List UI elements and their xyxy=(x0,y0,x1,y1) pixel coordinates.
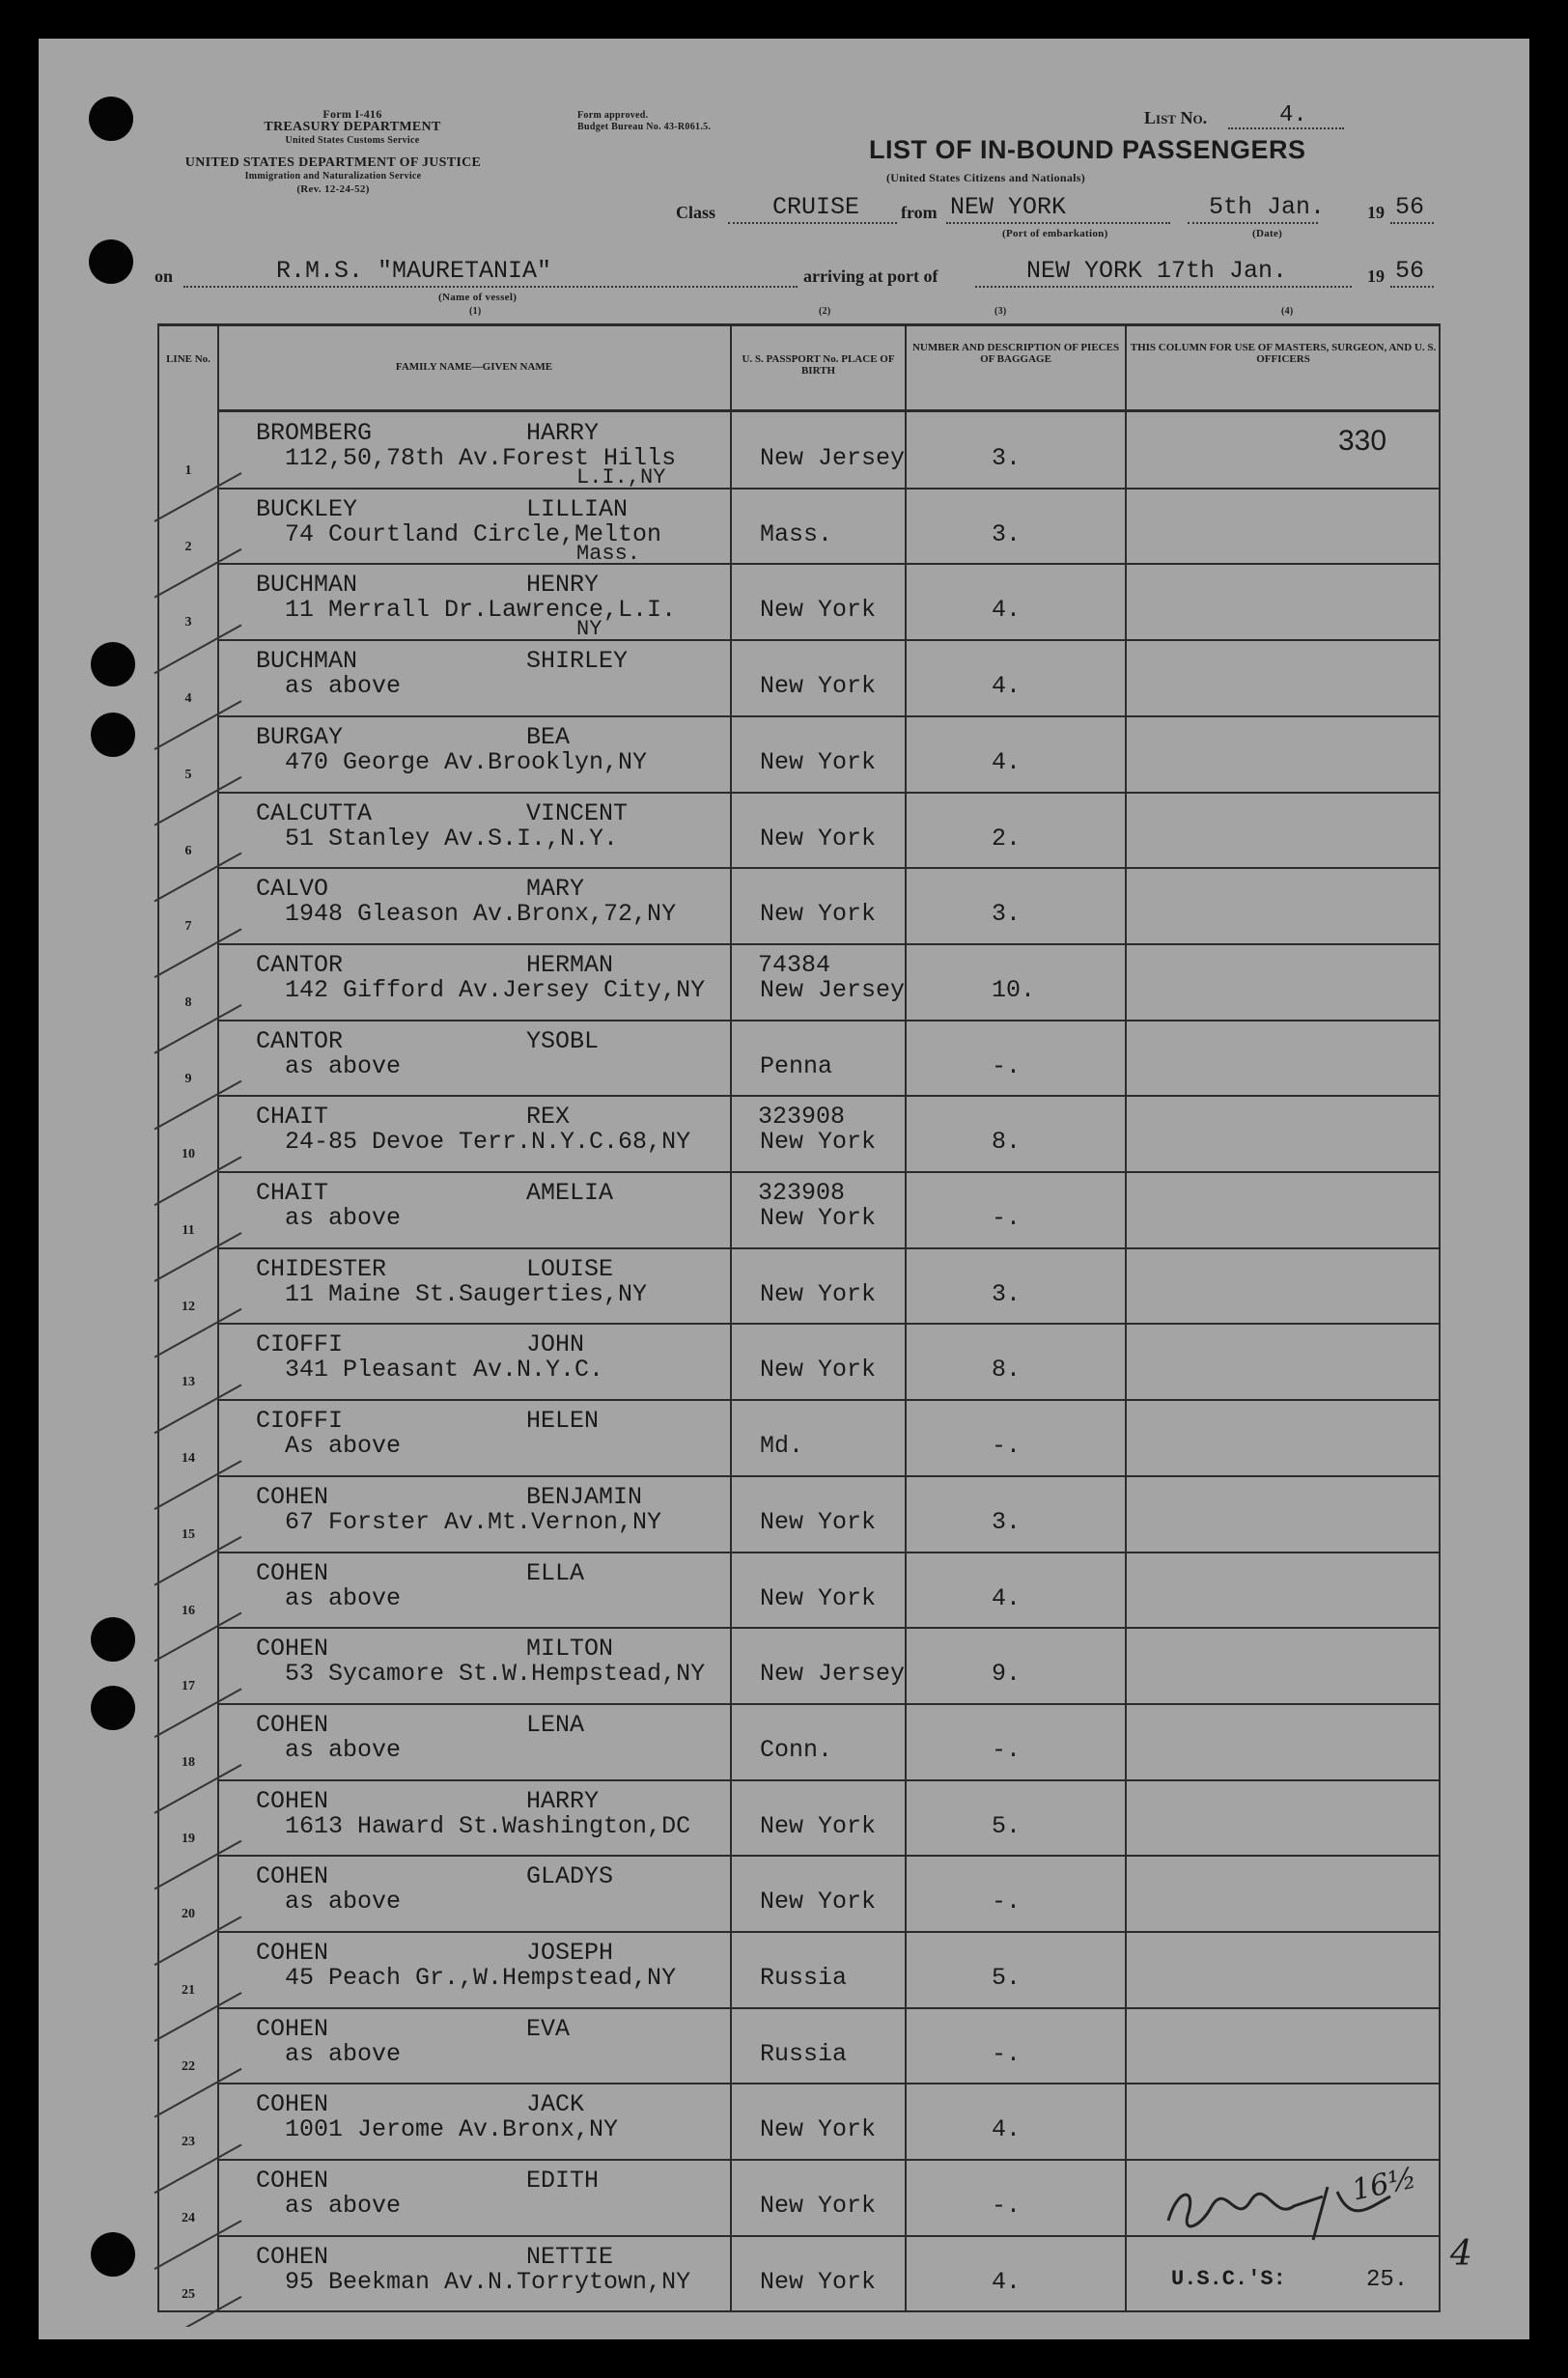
address: as above xyxy=(285,2192,402,2221)
uscs-value: 25. xyxy=(1366,2267,1409,2293)
address: 51 Stanley Av.S.I.,N.Y. xyxy=(285,824,619,853)
line-number: 9 xyxy=(184,1071,192,1086)
from-label: from xyxy=(901,203,938,222)
address: 1613 Haward St.Washington,DC xyxy=(285,1811,691,1840)
manifest-page xyxy=(39,39,1529,2339)
baggage-count: 9. xyxy=(992,1660,1022,1689)
place-of-birth: New York xyxy=(760,1583,877,1612)
baggage-count: 4. xyxy=(992,672,1022,701)
given-name: HELEN xyxy=(526,1407,600,1436)
family-name: CHAIT xyxy=(256,1103,329,1132)
line-number: 4 xyxy=(184,691,192,707)
address: 24-85 Devoe Terr.N.Y.C.68,NY xyxy=(285,1128,691,1157)
family-name: COHEN xyxy=(256,2167,329,2196)
address: 67 Forster Av.Mt.Vernon,NY xyxy=(285,1507,662,1536)
page-subtitle: (United States Citizens and Nationals) xyxy=(886,171,1086,184)
baggage-count: 3. xyxy=(992,519,1022,548)
line-number: 20 xyxy=(182,1907,195,1922)
customs-heading: United States Customs Service xyxy=(285,135,420,146)
address: 470 George Av.Brooklyn,NY xyxy=(285,747,648,776)
family-name: COHEN xyxy=(256,1558,329,1587)
address-continued: Mass. xyxy=(576,541,641,566)
address-continued: NY xyxy=(576,617,602,642)
place-of-birth: New York xyxy=(760,596,877,625)
check-mark xyxy=(154,929,241,977)
on-label: on xyxy=(154,266,174,286)
check-mark xyxy=(154,701,241,749)
budget-bureau: Budget Bureau No. 43-R061.5. xyxy=(577,122,712,132)
page-title: LIST OF IN-BOUND PASSENGERS xyxy=(869,135,1306,164)
arrival-value: NEW YORK 17th Jan. xyxy=(1026,257,1288,285)
list-no-value: 4. xyxy=(1279,102,1307,128)
address: 11 Merrall Dr.Lawrence,L.I. xyxy=(285,596,677,625)
col-header-name: FAMILY NAME—GIVEN NAME xyxy=(395,361,553,373)
col-index-2: (2) xyxy=(819,306,831,317)
check-mark xyxy=(154,1993,241,2041)
margin-four: 4 xyxy=(1450,2234,1472,2274)
given-name: HARRY xyxy=(526,419,600,447)
given-name: JACK xyxy=(526,2090,585,2119)
place-of-birth: Conn. xyxy=(760,1735,833,1764)
given-name: LILLIAN xyxy=(526,494,629,523)
baggage-count: -. xyxy=(992,1204,1022,1232)
family-name: CHAIT xyxy=(256,1179,329,1207)
uscs-label: U.S.C.'S: xyxy=(1171,2267,1286,2291)
baggage-count: 3. xyxy=(992,1279,1022,1308)
family-name: BUCHMAN xyxy=(256,571,358,600)
family-name: COHEN xyxy=(256,1786,329,1815)
check-mark xyxy=(154,1841,241,1889)
col-index-3: (3) xyxy=(994,306,1007,317)
place-of-birth: New York xyxy=(760,1128,877,1157)
check-mark xyxy=(154,2297,241,2327)
line-number: 1 xyxy=(184,463,192,478)
address: 53 Sycamore St.W.Hempstead,NY xyxy=(285,1660,706,1689)
line-number: 12 xyxy=(182,1299,195,1314)
place-of-birth: Mass. xyxy=(760,519,833,548)
family-name: CALVO xyxy=(256,875,329,904)
baggage-count: -. xyxy=(992,1735,1022,1764)
check-mark xyxy=(154,777,241,825)
place-of-birth: New York xyxy=(760,1888,877,1916)
col-header-baggage: NUMBER AND DESCRIPTION OF PIECES OF BAGGAGE xyxy=(911,342,1120,365)
passport-number: 323908 xyxy=(758,1179,846,1207)
place-of-birth: Md. xyxy=(760,1432,804,1461)
line-number: 14 xyxy=(182,1451,195,1467)
col-header-line: LINE No. xyxy=(166,353,210,365)
margin-fraction: 16½ xyxy=(1349,2161,1420,2208)
given-name: LOUISE xyxy=(526,1254,614,1283)
family-name: COHEN xyxy=(256,1710,329,1739)
address: 341 Pleasant Av.N.Y.C. xyxy=(285,1356,604,1385)
line-number: 5 xyxy=(184,767,192,782)
line-number: 7 xyxy=(184,919,192,935)
address: 11 Maine St.Saugerties,NY xyxy=(285,1279,648,1308)
place-of-birth: New York xyxy=(760,2115,877,2144)
address: 1948 Gleason Av.Bronx,72,NY xyxy=(285,900,677,929)
check-mark xyxy=(154,2144,241,2193)
year-prefix: 19 xyxy=(1367,203,1385,222)
check-mark xyxy=(154,1613,241,1662)
given-name: JOHN xyxy=(526,1330,585,1359)
baggage-count: -. xyxy=(992,1432,1022,1461)
given-name: NETTIE xyxy=(526,2242,614,2271)
address: 112,50,78th Av.Forest Hills xyxy=(285,444,677,472)
col-header-passport: U. S. PASSPORT No. PLACE OF BIRTH xyxy=(742,353,895,377)
line-number: 6 xyxy=(184,843,192,858)
arrival-year: 56 xyxy=(1395,257,1425,285)
check-mark xyxy=(154,1385,241,1433)
family-name: COHEN xyxy=(256,1939,329,1967)
col-index-4: (4) xyxy=(1281,306,1294,317)
place-of-birth: New York xyxy=(760,2267,877,2296)
baggage-count: 3. xyxy=(992,1507,1022,1536)
baggage-count: -. xyxy=(992,1888,1022,1916)
col-header-officers: THIS COLUMN FOR USE OF MASTERS, SURGEON, AND U. S. OFFICERS xyxy=(1130,342,1437,365)
baggage-count: -. xyxy=(992,1051,1022,1080)
check-mark xyxy=(154,1233,241,1281)
place-of-birth: Russia xyxy=(760,1964,848,1992)
baggage-count: 4. xyxy=(992,596,1022,625)
stamp-number: 330 xyxy=(1338,425,1387,457)
punch-hole xyxy=(89,239,133,284)
baggage-count: 8. xyxy=(992,1128,1022,1157)
address: as above xyxy=(285,1051,402,1080)
baggage-count: 4. xyxy=(992,747,1022,776)
place-of-birth: New York xyxy=(760,2192,877,2221)
baggage-count: 4. xyxy=(992,2267,1022,2296)
check-mark xyxy=(154,473,241,521)
address: as above xyxy=(285,1204,402,1232)
family-name: BUCHMAN xyxy=(256,647,358,676)
check-mark xyxy=(154,1765,241,1813)
place-of-birth: New York xyxy=(760,824,877,853)
baggage-count: 2. xyxy=(992,824,1022,853)
family-name: BURGAY xyxy=(256,722,344,751)
family-name: CHIDESTER xyxy=(256,1254,387,1283)
family-name: CIOFFI xyxy=(256,1407,344,1436)
treasury-heading: TREASURY DEPARTMENT xyxy=(264,120,441,134)
family-name: COHEN xyxy=(256,2242,329,2271)
family-name: BUCKLEY xyxy=(256,494,358,523)
check-mark xyxy=(154,549,241,598)
port-caption: (Port of embarkation) xyxy=(1002,228,1108,239)
given-name: BEA xyxy=(526,722,571,751)
line-number: 8 xyxy=(184,994,192,1010)
address-continued: L.I.,NY xyxy=(576,465,666,490)
line-number: 10 xyxy=(182,1147,195,1162)
family-name: CANTOR xyxy=(256,1026,344,1055)
punch-hole xyxy=(89,97,133,141)
line-number: 2 xyxy=(184,539,192,554)
line-number: 15 xyxy=(182,1526,195,1542)
place-of-birth: New York xyxy=(760,1279,877,1308)
check-mark xyxy=(154,2221,241,2269)
place-of-birth: Penna xyxy=(760,1051,833,1080)
place-of-birth: New Jersey xyxy=(760,444,906,472)
family-name: BROMBERG xyxy=(256,419,373,447)
check-mark xyxy=(154,625,241,673)
baggage-count: 8. xyxy=(992,1356,1022,1385)
form-number: Form I-416 xyxy=(322,107,382,121)
given-name: ELLA xyxy=(526,1558,585,1587)
line-number: 3 xyxy=(184,615,192,630)
given-name: HERMAN xyxy=(526,950,614,979)
given-name: LENA xyxy=(526,1710,585,1739)
given-name: BENJAMIN xyxy=(526,1482,643,1511)
line-number: 17 xyxy=(182,1679,195,1694)
line-number: 23 xyxy=(182,2135,195,2150)
from-value: NEW YORK xyxy=(950,193,1067,221)
address: as above xyxy=(285,1583,402,1612)
family-name: COHEN xyxy=(256,2090,329,2119)
class-label: Class xyxy=(676,203,716,222)
given-name: JOSEPH xyxy=(526,1939,614,1967)
given-name: SHIRLEY xyxy=(526,647,629,676)
given-name: EVA xyxy=(526,2014,571,2043)
justice-heading: UNITED STATES DEPARTMENT OF JUSTICE xyxy=(184,155,482,170)
given-name: EDITH xyxy=(526,2167,600,2196)
revision: (Rev. 12-24-52) xyxy=(296,183,370,195)
place-of-birth: New York xyxy=(760,672,877,701)
address: 95 Beekman Av.N.Torrytown,NY xyxy=(285,2267,691,2296)
check-mark xyxy=(154,1689,241,1737)
check-mark xyxy=(154,1916,241,1965)
baggage-count: 3. xyxy=(992,900,1022,929)
given-name: HARRY xyxy=(526,1786,600,1815)
line-number: 25 xyxy=(182,2286,195,2302)
passport-number: 323908 xyxy=(758,1103,846,1132)
check-marks xyxy=(97,444,251,2327)
address: As above xyxy=(285,1432,402,1461)
given-name: REX xyxy=(526,1103,571,1132)
place-of-birth: New York xyxy=(760,747,877,776)
line-number: 13 xyxy=(182,1375,195,1390)
address: as above xyxy=(285,2039,402,2068)
date-value: 5th Jan. xyxy=(1209,193,1326,221)
year-value: 56 xyxy=(1395,193,1425,221)
col-index-1: (1) xyxy=(469,306,482,317)
arriving-label: arriving at port of xyxy=(803,266,938,286)
address: as above xyxy=(285,1735,402,1764)
line-number: 16 xyxy=(182,1603,195,1618)
baggage-count: 5. xyxy=(992,1811,1022,1840)
vessel-name: R.M.S. "MAURETANIA" xyxy=(276,257,552,285)
baggage-count: -. xyxy=(992,2192,1022,2221)
given-name: AMELIA xyxy=(526,1179,614,1207)
place-of-birth: Russia xyxy=(760,2039,848,2068)
list-no-label: List No. xyxy=(1144,108,1208,127)
line-number: 22 xyxy=(182,2058,195,2074)
form-approved: Form approved. xyxy=(577,110,649,121)
given-name: YSOBL xyxy=(526,1026,600,1055)
officer-signature xyxy=(1159,2168,1400,2245)
check-mark xyxy=(154,1309,241,1357)
class-value: CRUISE xyxy=(772,193,860,221)
given-name: MARY xyxy=(526,875,585,904)
baggage-count: -. xyxy=(992,2039,1022,2068)
check-mark xyxy=(154,1461,241,1509)
baggage-count: 4. xyxy=(992,1583,1022,1612)
check-mark xyxy=(154,1157,241,1205)
place-of-birth: New York xyxy=(760,1507,877,1536)
family-name: COHEN xyxy=(256,2014,329,2043)
address: 1001 Jerome Av.Bronx,NY xyxy=(285,2115,619,2144)
place-of-birth: New York xyxy=(760,1204,877,1232)
line-number: 21 xyxy=(182,1983,195,1998)
family-name: COHEN xyxy=(256,1862,329,1891)
place-of-birth: New York xyxy=(760,1811,877,1840)
passport-number: 74384 xyxy=(758,950,831,979)
baggage-count: 5. xyxy=(992,1964,1022,1992)
check-mark xyxy=(154,1081,241,1130)
family-name: COHEN xyxy=(256,1635,329,1664)
given-name: VINCENT xyxy=(526,798,629,827)
check-mark xyxy=(154,1005,241,1053)
check-mark xyxy=(154,1537,241,1585)
check-mark xyxy=(154,2069,241,2117)
family-name: CALCUTTA xyxy=(256,798,373,827)
given-name: MILTON xyxy=(526,1635,614,1664)
address: as above xyxy=(285,1888,402,1916)
ins-heading: Immigration and Naturalization Service xyxy=(244,171,422,182)
family-name: CIOFFI xyxy=(256,1330,344,1359)
place-of-birth: New York xyxy=(760,1356,877,1385)
place-of-birth: New Jersey xyxy=(760,1660,906,1689)
passenger-table xyxy=(157,323,1441,2312)
baggage-count: 10. xyxy=(992,975,1036,1004)
arrival-year-prefix: 19 xyxy=(1367,266,1385,286)
given-name: GLADYS xyxy=(526,1862,614,1891)
given-name: HENRY xyxy=(526,571,600,600)
check-mark xyxy=(154,853,241,902)
baggage-count: 3. xyxy=(992,444,1022,472)
place-of-birth: New Jersey xyxy=(760,975,906,1004)
address: 45 Peach Gr.,W.Hempstead,NY xyxy=(285,1964,677,1992)
baggage-count: 4. xyxy=(992,2115,1022,2144)
vessel-caption: (Name of vessel) xyxy=(438,292,518,303)
date-caption: (Date) xyxy=(1252,228,1283,239)
address: as above xyxy=(285,672,402,701)
line-number: 18 xyxy=(182,1754,195,1770)
line-number: 19 xyxy=(182,1831,195,1846)
line-number: 24 xyxy=(182,2211,195,2226)
family-name: COHEN xyxy=(256,1482,329,1511)
family-name: CANTOR xyxy=(256,950,344,979)
line-number: 11 xyxy=(182,1223,195,1238)
address: 74 Courtland Circle,Melton xyxy=(285,519,662,548)
address: 142 Gifford Av.Jersey City,NY xyxy=(285,975,706,1004)
place-of-birth: New York xyxy=(760,900,877,929)
